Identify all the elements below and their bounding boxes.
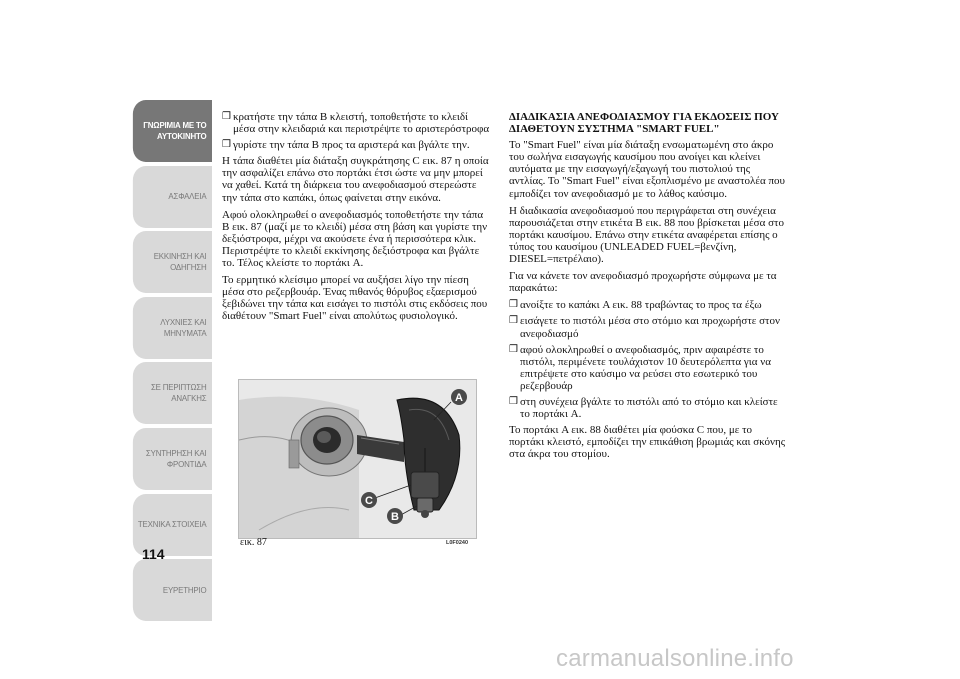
checkbox-bullet-icon: ❒ — [509, 315, 518, 327]
list-item-text: στη συνέχεια βγάλτε το πιστόλι από το στόμιο και κλείστε το πορτάκι A. — [520, 395, 778, 421]
sidebar-tab-getting-to-know[interactable] — [133, 100, 212, 162]
svg-text:A: A — [455, 392, 463, 404]
list-item-text: αφού ολοκληρωθεί ο ανεφοδιασμός, πριν αφαιρέστε το πιστόλι, περιμένετε τουλάχιστον 10 δευτερόλεπτα για να επιτρέψετε στο καύσιμο να ρεύσει στο εσωτερικό του ρεζερβουάρ — [520, 343, 771, 392]
list-item-text: ανοίξτε το καπάκι A εικ. 88 τραβώντας το προς τα έξω — [520, 299, 762, 312]
right-column — [509, 111, 789, 465]
figure-caption: εικ. 87 — [240, 537, 267, 548]
sidebar-tab-label: ΓΝΩΡΙΜΙΑ ΜΕ ΤΟ ΑΥΤΟΚΙΝΗΤΟ — [143, 120, 207, 141]
list-item-text: γυρίστε την τάπα B προς τα αριστερά και βγάλτε την. — [233, 139, 470, 152]
section-heading: ΔΙΑΔΙΚΑΣΙΑ ΑΝΕΦΟΔΙΑΣΜΟΥ ΓΙΑ ΕΚΔΟΣΕΙΣ ΠΟΥ ΔΙΑΘΕΤΟΥΝ ΣΥΣΤΗΜΑ "SMART FUEL" — [509, 111, 779, 136]
sidebar-tab-label: ΑΣΦΑΛΕΙΑ — [168, 191, 207, 202]
sidebar-tab-starting-driving[interactable] — [133, 231, 212, 293]
list-item-text: κρατήστε την τάπα B κλειστή, τοποθετήστε το κλειδί μέσα στην κλειδαριά και περιστρέψτε το αριστερόστροφα — [233, 111, 490, 136]
sidebar-tab-safety[interactable] — [133, 166, 212, 228]
paragraph: Η τάπα διαθέτει μία διάταξη συγκράτησης C εικ. 87 η οποία την ασφαλίζει επάνω στο πορτάκι έτσι ώστε να μην μπορεί να χαθεί. Κατά τη διάρκεια του ανεφοδιασμού στερεώστε την τάπα στο καπάκι, όπως φαίνεται στην εικόνα. — [222, 155, 489, 204]
list-item — [509, 344, 789, 392]
checkbox-bullet-icon: ❒ — [509, 395, 518, 407]
checkbox-bullet-icon: ❒ — [222, 111, 231, 122]
checkbox-bullet-icon: ❒ — [509, 343, 518, 355]
fuel-cap-illustration — [239, 380, 476, 538]
page-number: 114 — [142, 546, 165, 562]
list-item — [222, 139, 492, 151]
svg-text:B: B — [391, 511, 399, 523]
paragraph: Η διαδικασία ανεφοδιασμού που περιγράφεται στη συνέχεια παρουσιάζεται στην ετικέτα B εικ. 88 που βρίσκεται μέσα στο πορτάκι καυσίμου. Επάνω στην ετικέτα αναφέρεται επίσης ο τύπος του καυσίμου (UNLEADED FUEL=βενζίνη, DIESEL=πετρέλαιο). — [509, 204, 784, 266]
list-item — [509, 396, 789, 420]
paragraph: Αφού ολοκληρωθεί ο ανεφοδιασμός τοποθετήστε την τάπα B εικ. 87 (μαζί με το κλειδί) μέσα στη βάση και γυρίστε την δεξιόστροφα, μέχρι να ακούσετε ένα ή περισσότερα κλικ. Περιστρέψτε το κλειδί εκκίνησης δεξιόστροφα και βγάλτε το. Τέλος κλείστε το πορτάκι A. — [222, 208, 488, 270]
sidebar-tab-label: ΕΚΚΙΝΗΣΗ ΚΑΙ ΟΔΗΓΗΣΗ — [153, 251, 207, 273]
paragraph: Το ερμητικό κλείσιμο μπορεί να αυξήσει λίγο την πίεση μέσα στο ρεζερβουάρ. Ένας πιθανός θόρυβος εξαερισμού ξεβιδώνει την τάπα και εισάγει το πιστόλι στις εκδόσεις που διαθέτουν "Smart Fuel" είναι απολύτως φυσιολογικό. — [222, 274, 488, 323]
sidebar-tab-label: ΣΥΝΤΗΡΗΣΗ ΚΑΙ ΦΡΟΝΤΙΔΑ — [145, 447, 207, 469]
paragraph: Για να κάνετε τον ανεφοδιασμό προχωρήστε σύμφωνα με τα παρακάτω: — [509, 270, 777, 295]
checkbox-bullet-icon: ❒ — [509, 299, 518, 311]
sidebar-tab-label: ΛΥΧΝΙΕΣ ΚΑΙ ΜΗΝΥΜΑΤΑ — [160, 316, 207, 338]
label-marker-b — [387, 508, 403, 524]
list-item — [509, 315, 789, 339]
label-marker-a — [451, 389, 467, 405]
figure-code: L0F0240 — [446, 540, 469, 546]
sidebar-tab-emergency[interactable] — [133, 362, 212, 424]
paragraph: Το "Smart Fuel" είναι μία διάταξη ενσωματωμένη στο άκρο του σωλήνα εισαγωγής καυσίμου που ανοίγει και κλείνει αυτόματα με την εισαγωγή/εξαγωγή του πιστολιού της αντλίας. Το "Smart Fuel" είναι εξοπλισμένο με αναστολέα που εμποδίζει τον ανεφοδιασμό με το λάθος καύσιμο. — [509, 139, 785, 200]
sidebar-tab-label: ΕΥΡΕΤΗΡΙΟ — [162, 584, 207, 595]
checkbox-bullet-icon: ❒ — [222, 139, 231, 151]
label-marker-c — [361, 492, 377, 508]
chapter-sidebar — [126, 100, 212, 625]
left-column — [222, 111, 492, 328]
list-item-text: εισάγετε το πιστόλι μέσα στο στόμιο και προχωρήστε στον ανεφοδιασμό — [520, 315, 780, 340]
sidebar-tab-label: ΣΕ ΠΕΡΙΠΤΩΣΗ ΑΝΑΓΚΗΣ — [150, 382, 207, 404]
list-item — [222, 111, 492, 135]
sidebar-tab-index[interactable] — [133, 559, 212, 621]
list-item — [509, 299, 789, 311]
sidebar-tab-warning-lights[interactable] — [133, 297, 212, 359]
sidebar-tab-maintenance[interactable] — [133, 428, 212, 490]
figure-fuel-cap — [238, 379, 477, 539]
sidebar-tab-label: ΤΕΧΝΙΚΑ ΣΤΟΙΧΕΙΑ — [137, 519, 207, 530]
svg-text:C: C — [365, 495, 373, 507]
paragraph: Το πορτάκι A εικ. 88 διαθέτει μία φούσκα C που, με το πορτάκι κλειστό, εμποδίζει την επικάθιση βρωμιάς και σκόνης στα άκρα του στομίου. — [509, 424, 786, 461]
watermark: carmanualsonline.info — [556, 645, 794, 672]
